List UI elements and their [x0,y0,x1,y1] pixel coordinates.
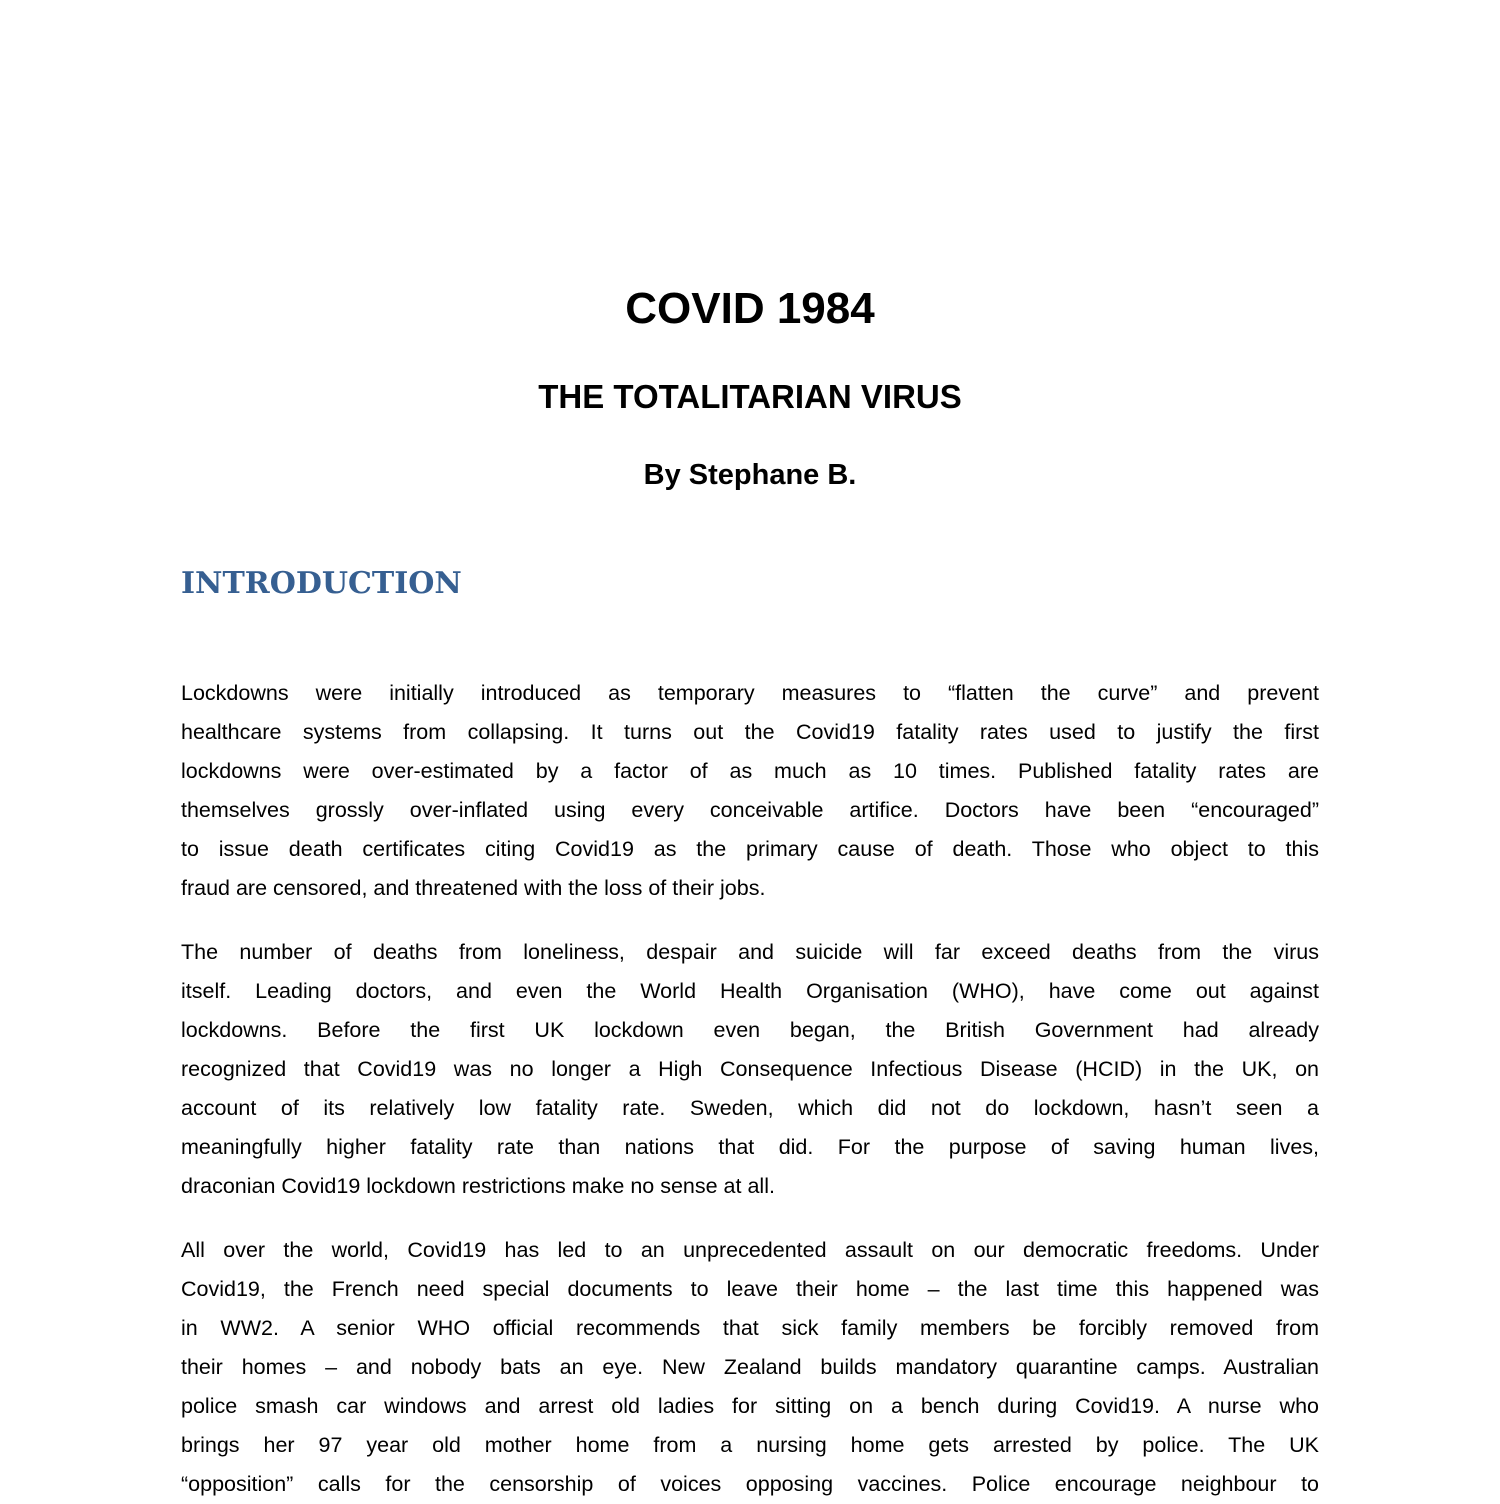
text-line: account of its relatively low fatality rate. Sweden, which did not do lockdown, hasn’t seen a [181,1096,1319,1120]
text-line: lockdowns. Before the first UK lockdown even began, the British Government had already [181,1018,1319,1042]
paragraph-1 [181,674,1319,908]
text-line: Covid19, the French need special documents to leave their home – the last time this happened was [181,1277,1319,1301]
paragraph-3 [181,1231,1319,1504]
text-line: lockdowns were over-estimated by a factor of as much as 10 times. Published fatality rates are [181,759,1319,783]
text-line: in WW2. A senior WHO official recommends that sick family members be forcibly removed from [181,1316,1319,1340]
text-line: their homes – and nobody bats an eye. New Zealand builds mandatory quarantine camps. Australian [181,1355,1319,1379]
text-line: Lockdowns were initially introduced as temporary measures to “flatten the curve” and prevent [181,681,1319,705]
text-line: itself. Leading doctors, and even the World Health Organisation (WHO), have come out against [181,979,1319,1003]
author-byline: By Stephane B. [643,459,857,491]
text-line: “opposition” calls for the censorship of voices opposing vaccines. Police encourage neighbour to [181,1472,1319,1496]
document-subtitle: THE TOTALITARIAN VIRUS [538,378,962,415]
text-line: meaningfully higher fatality rate than nations that did. For the purpose of saving human lives, [181,1135,1319,1159]
text-line: draconian Covid19 lockdown restrictions make no sense at all. [181,1174,775,1198]
document-title: COVID 1984 [625,284,875,333]
text-line: to issue death certificates citing Covid19 as the primary cause of death. Those who object to this [181,837,1319,861]
paragraph-2 [181,933,1319,1206]
text-line: All over the world, Covid19 has led to an unprecedented assault on our democratic freedoms. Under [181,1238,1319,1262]
text-line: brings her 97 year old mother home from a nursing home gets arrested by police. The UK [181,1433,1319,1457]
section-heading-introduction: INTRODUCTION [181,566,462,601]
text-line: The number of deaths from loneliness, despair and suicide will far exceed deaths from the virus [181,940,1319,964]
text-line: police smash car windows and arrest old ladies for sitting on a bench during Covid19. A nurse who [181,1394,1319,1418]
text-line: recognized that Covid19 was no longer a High Consequence Infectious Disease (HCID) in the UK, on [181,1057,1319,1081]
text-line: themselves grossly over-inflated using every conceivable artifice. Doctors have been “encouraged” [181,798,1319,822]
text-line: fraud are censored, and threatened with the loss of their jobs. [181,876,766,900]
text-line: healthcare systems from collapsing. It turns out the Covid19 fatality rates used to justify the first [181,720,1319,744]
